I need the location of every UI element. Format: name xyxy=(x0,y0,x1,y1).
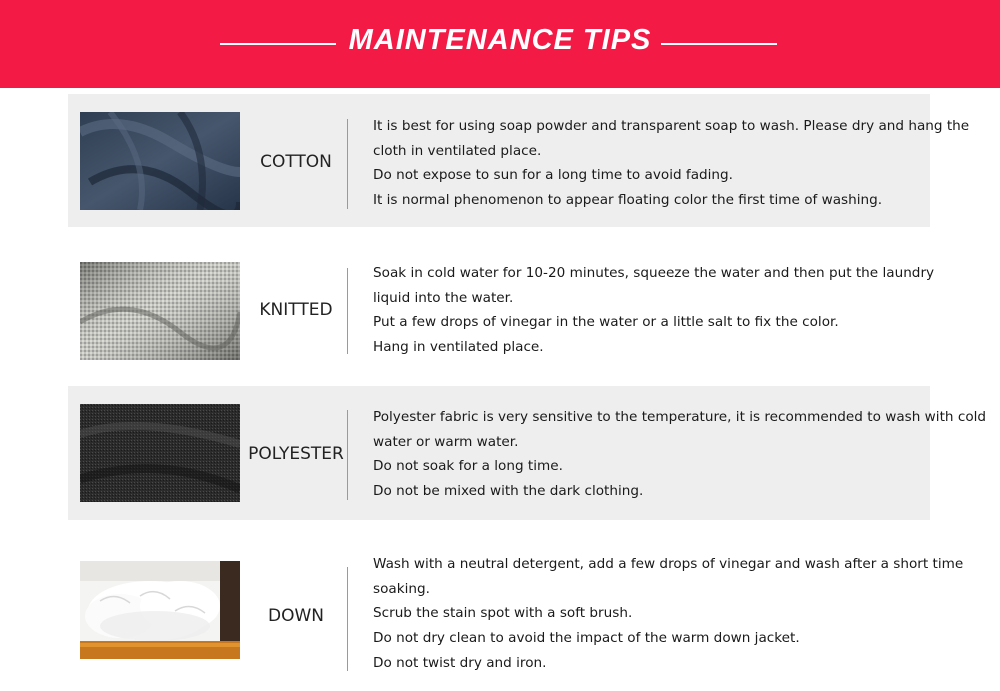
title-rule-right xyxy=(661,43,777,45)
tip-line: cloth in ventilated place. xyxy=(373,142,542,159)
tip-line: liquid into the water. xyxy=(373,289,514,306)
tip-line: It is normal phenomenon to appear floating color the first time of washing. xyxy=(373,192,883,209)
tip-line: It is best for using soap powder and transparent soap to wash. Please dry and hang the xyxy=(373,118,970,134)
tip-line: Do not soak for a long time. xyxy=(373,458,563,475)
fabric-name-polyester: POLYESTER xyxy=(248,444,344,464)
tip-line: Do not twist dry and iron. xyxy=(373,654,547,671)
tip-line: soaking. xyxy=(373,580,430,597)
section-divider xyxy=(347,410,348,500)
section-divider xyxy=(347,268,348,354)
page-title: MAINTENANCE TIPS xyxy=(348,24,652,56)
tip-line: water or warm water. xyxy=(373,433,519,450)
down-section xyxy=(68,533,964,683)
cotton-tips xyxy=(373,114,970,213)
knitted-section xyxy=(68,240,935,373)
header-banner xyxy=(0,0,1000,88)
tip-line: Do not dry clean to avoid the impact of the warm down jacket. xyxy=(373,630,800,647)
tip-line: Soak in cold water for 10-20 minutes, squeeze the water and then put the laundry xyxy=(373,265,935,281)
cotton-fabric-image xyxy=(80,112,240,210)
fabric-name-knitted: KNITTED xyxy=(259,300,333,320)
polyester-section xyxy=(68,386,987,520)
tip-line: Hang in ventilated place. xyxy=(373,339,544,356)
knitted-tips xyxy=(373,261,935,360)
polyester-fabric-image xyxy=(80,404,240,502)
tip-line: Do not be mixed with the dark clothing. xyxy=(373,483,644,500)
tip-line: Polyester fabric is very sensitive to the temperature, it is recommended to wash with cold xyxy=(373,409,987,425)
tip-line: Wash with a neutral detergent, add a few drops of vinegar and wash after a short time xyxy=(373,556,964,572)
fabric-name-down: DOWN xyxy=(268,606,324,626)
section-divider xyxy=(347,119,348,209)
knitted-fabric-image xyxy=(80,262,240,360)
tip-line: Put a few drops of vinegar in the water or a little salt to fix the color. xyxy=(373,314,839,331)
polyester-tips xyxy=(373,405,987,504)
cotton-section xyxy=(68,94,970,227)
down-tips xyxy=(373,552,964,676)
section-divider xyxy=(347,567,348,671)
tip-line: Do not expose to sun for a long time to avoid fading. xyxy=(373,167,734,184)
down-feather-image xyxy=(80,561,240,659)
tip-line: Scrub the stain spot with a soft brush. xyxy=(373,605,633,622)
fabric-name-cotton: COTTON xyxy=(260,152,332,172)
